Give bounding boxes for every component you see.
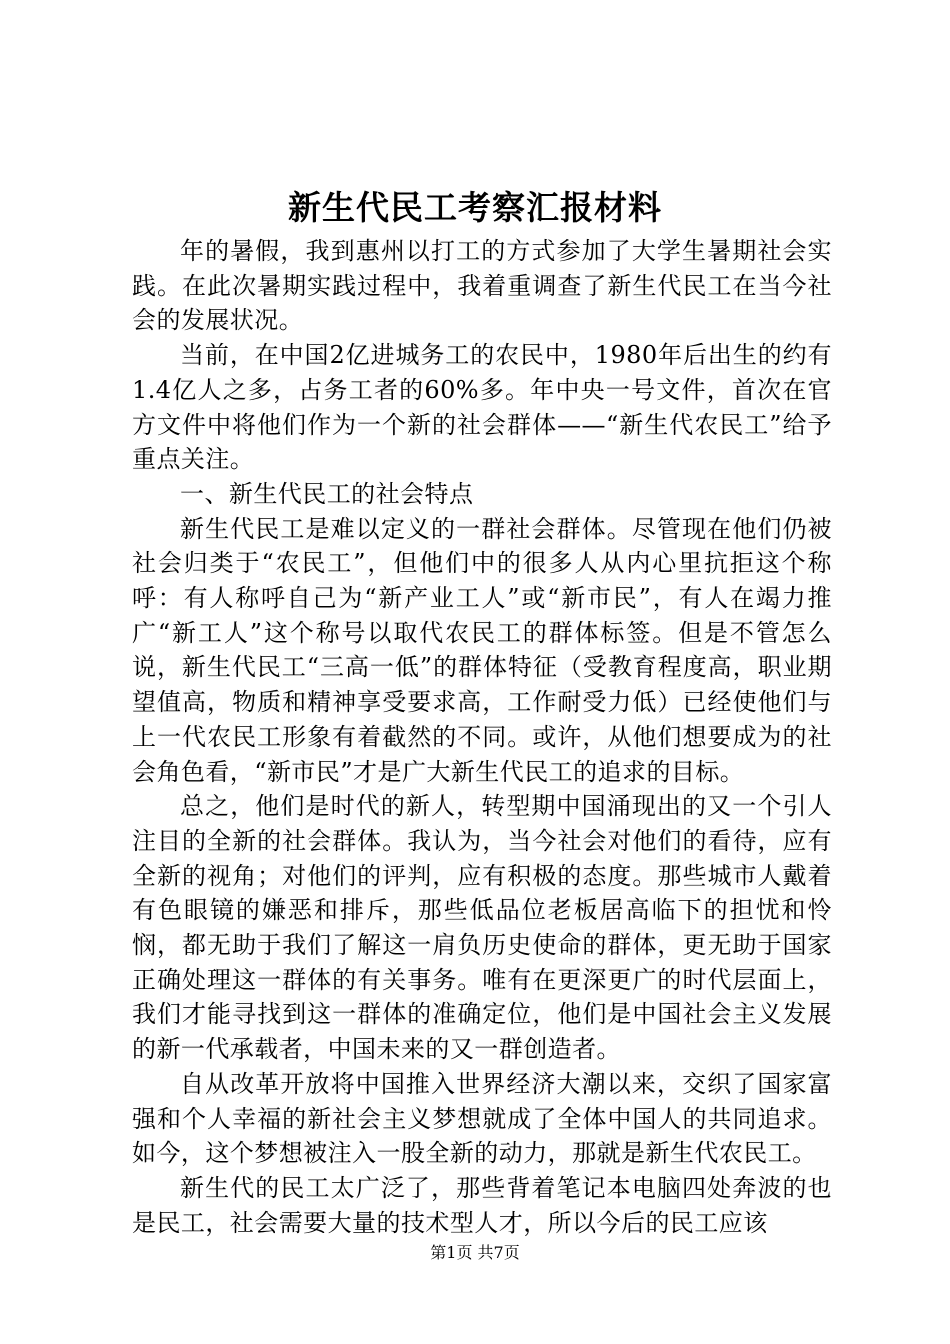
paragraph-background: 当前，在中国2亿进城务工的农民中，1980年后出生的约有1.4亿人之多，占务工者的60%多。年中央一号文件，首次在官方文件中将他们作为一个新的社会群体——“新生代农民工”给予重点关注。 — [132, 341, 832, 474]
paragraph-skills: 新生代的民工太广泛了，那些背着笔记本电脑四处奔波的也是民工，社会需要大量的技术型人才，所以今后的民工应该 — [132, 1173, 832, 1237]
paragraph-social-traits: 新生代民工是难以定义的一群社会群体。尽管现在他们仍被社会归类于“农民工”，但他们中的很多人从内心里抗拒这个称呼：有人称呼自己为“新产业工人”或“新市民”，有人在竭力推广“新工人”这个称号以取代农民工的群体标签。但是不管怎么说，新生代民工“三高一低”的群体特征（受教育程度高，职业期望值高，物质和精神享受要求高，工作耐受力低）已经使他们与上一代农民工形象有着截然的不同。或许，从他们想要成为的社会角色看，“新市民”才是广大新生代民工的追求的目标。 — [132, 514, 832, 786]
document-title: 新生代民工考察汇报材料 — [288, 188, 662, 227]
page-number-footer: 第1页 共7页 — [430, 1243, 520, 1262]
paragraph-reform: 自从改革开放将中国推入世界经济大潮以来，交织了国家富强和个人幸福的新社会主义梦想就成了全体中国人的共同追求。如今，这个梦想被注入一股全新的动力，那就是新生代农民工。 — [132, 1069, 832, 1168]
document-body — [132, 234, 832, 1240]
section-heading-social-traits: 一、新生代民工的社会特点 — [180, 479, 474, 508]
paragraph-intro: 年的暑假，我到惠州以打工的方式参加了大学生暑期社会实践。在此次暑期实践过程中，我着重调查了新生代民工在当今社会的发展状况。 — [132, 237, 832, 335]
paragraph-summary: 总之，他们是时代的新人，转型期中国涌现出的又一个引人注目的全新的社会群体。我认为，当今社会对他们的看待，应有全新的视角；对他们的评判，应有积极的态度。那些城市人戴着有色眼镜的嫌恶和排斥，那些低品位老板居高临下的担忧和怜悯，都无助于我们了解这一肩负历史使命的群体，更无助于国家正确处理这一群体的有关事务。唯有在更深更广的时代层面上，我们才能寻找到这一群体的准确定位，他们是中国社会主义发展的新一代承载者，中国未来的又一群创造者。 — [132, 792, 832, 1064]
